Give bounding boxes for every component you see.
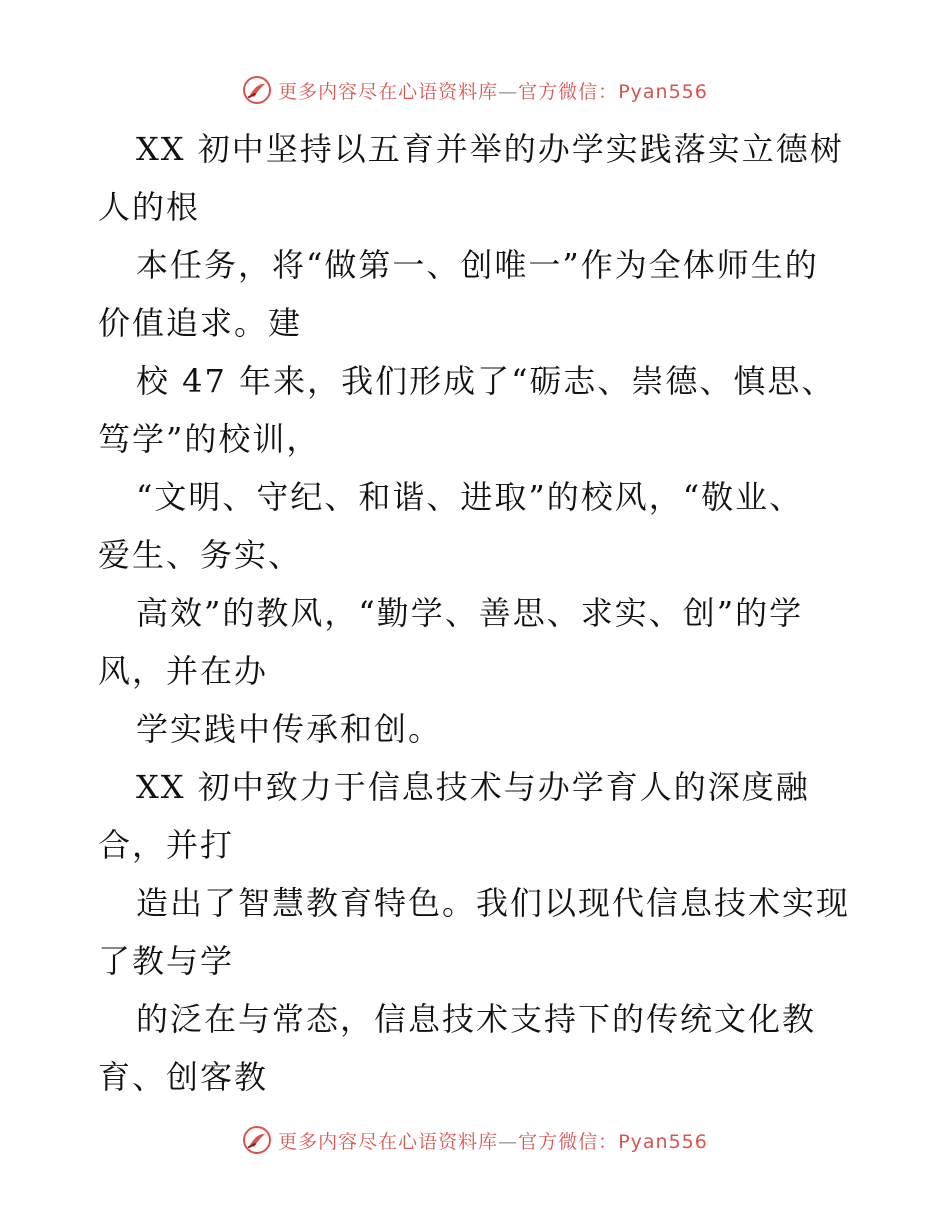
text-line: 造出了智慧教育特色。我们以现代信息技术实现 — [136, 884, 851, 922]
text-line: 了教与学 — [98, 942, 235, 980]
banner-label: 官方微信： — [518, 80, 619, 103]
header-banner — [0, 72, 950, 108]
text-line: XX 初中坚持以五育并举的办学实践落实立德树 — [136, 130, 844, 168]
banner-prefix: 更多内容尽在心语资料库 — [278, 1130, 499, 1153]
text-line: 本任务，将“做第一、创唯一”作为全体师生的 — [136, 246, 819, 284]
text-line: 爱生、务实、 — [98, 536, 303, 574]
banner-dash: — — [498, 80, 519, 103]
text-line: XX 初中致力于信息技术与办学育人的深度融 — [136, 768, 810, 806]
text-line: 合，并打 — [98, 826, 235, 864]
banner-text — [278, 77, 708, 104]
banner-label: 官方微信： — [518, 1130, 619, 1153]
banner-wechat-id: Pyan556 — [618, 80, 708, 103]
text-line: 价值追求。建 — [98, 304, 303, 342]
banner-dash: — — [498, 1130, 519, 1153]
book-quill-logo-icon — [242, 75, 272, 105]
text-line: 学实践中传承和创。 — [136, 710, 443, 748]
footer-banner — [0, 1122, 950, 1158]
body-text — [98, 120, 858, 1106]
book-quill-logo-icon — [242, 1125, 272, 1155]
text-line: 笃学”的校训， — [98, 420, 321, 458]
banner-wechat-id: Pyan556 — [618, 1130, 708, 1153]
text-line: 风，并在办 — [98, 652, 269, 690]
banner-text — [278, 1127, 708, 1154]
text-line: 校 47 年来，我们形成了“砺志、崇德、慎思、 — [136, 362, 836, 400]
banner-prefix: 更多内容尽在心语资料库 — [278, 80, 499, 103]
text-line: 育、创客教 — [98, 1058, 269, 1096]
text-line: 高效”的教风，“勤学、善思、求实、创”的学 — [136, 594, 804, 632]
text-line: 人的根 — [98, 188, 201, 226]
text-line: 的泛在与常态，信息技术支持下的传统文化教 — [136, 1000, 817, 1038]
text-line: “文明、守纪、和谐、进取”的校风，“敬业、 — [136, 478, 804, 516]
